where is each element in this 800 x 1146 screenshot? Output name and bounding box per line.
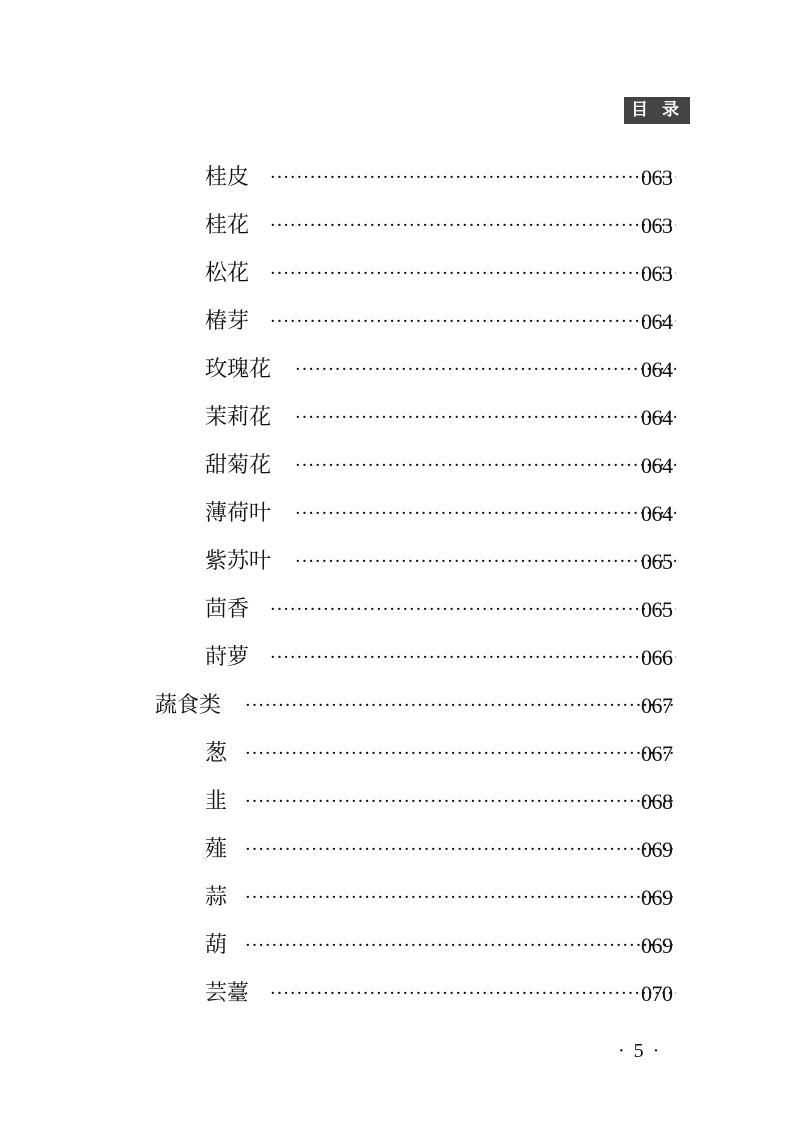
toc-entry-page: 068 [641,789,673,814]
toc-entry-title: 桂皮 [205,165,250,190]
toc-entry-page: 069 [641,885,673,910]
toc-entry-title: 松花 [205,261,250,286]
toc-entry[interactable] [0,306,800,338]
toc-entry[interactable] [0,258,800,290]
toc-entry[interactable] [0,402,800,434]
toc-entry-page: 065 [641,549,673,574]
toc-entry-page: 069 [641,933,673,958]
toc-entry[interactable] [0,882,800,914]
toc-entry[interactable] [0,162,800,194]
dot-leader [270,642,676,674]
dot-leader [245,786,676,818]
toc-entry[interactable] [0,978,800,1010]
toc-entry-title: 甜菊花 [205,453,272,478]
toc-entry-page: 065 [641,597,673,622]
toc-entry-title: 蒜 [205,885,228,910]
toc-entry-page: 064 [641,501,673,526]
dot-leader [295,354,676,386]
toc-entry[interactable] [0,450,800,482]
toc-entry[interactable] [0,546,800,578]
toc-entry-page: 067 [641,741,673,766]
toc-entry-title: 玫瑰花 [205,357,272,382]
toc-entry-page: 064 [641,357,673,382]
dot-leader [245,834,676,866]
toc-entry-title: 葫 [205,933,228,958]
toc-entry-page: 070 [641,981,673,1006]
dot-leader [295,546,676,578]
toc-entry[interactable] [0,594,800,626]
dot-leader [245,882,676,914]
toc-entry-page: 064 [641,405,673,430]
dot-leader [270,978,676,1010]
toc-entry-title: 桂花 [205,213,250,238]
toc-entry[interactable] [0,354,800,386]
dot-leader [245,690,676,722]
toc-entry[interactable] [0,834,800,866]
toc-entry-page: 067 [641,693,673,718]
toc-entry[interactable] [0,210,800,242]
dot-leader [270,594,676,626]
toc-entry-title: 薄荷叶 [205,501,272,526]
toc-entry-page: 069 [641,837,673,862]
dot-leader [245,930,676,962]
toc-entry-title: 芸薹 [205,981,250,1006]
toc-entry-page: 063 [641,213,673,238]
toc-entry-title: 莳萝 [205,645,250,670]
toc-entry[interactable] [0,642,800,674]
toc-entry-title: 薤 [205,837,228,862]
toc-entry-title: 茴香 [205,597,250,622]
toc-category-entry[interactable] [0,690,800,722]
toc-entry-page: 063 [641,261,673,286]
dot-leader [295,402,676,434]
toc-entry[interactable] [0,930,800,962]
dot-leader [270,258,676,290]
page-number: · 5 · [618,1040,662,1062]
toc-entry[interactable] [0,738,800,770]
toc-entry-page: 066 [641,645,673,670]
dot-leader [295,498,676,530]
toc-entry-title: 椿芽 [205,309,250,334]
dot-leader [245,738,676,770]
toc-entry-title: 蔬食类 [155,693,222,718]
toc-entry-title: 葱 [205,741,228,766]
toc-entry-page: 064 [641,309,673,334]
toc-entry-page: 063 [641,165,673,190]
dot-leader [270,306,676,338]
toc-entry[interactable] [0,498,800,530]
dot-leader [270,210,676,242]
toc-entry-title: 紫苏叶 [205,549,272,574]
toc-entry[interactable] [0,786,800,818]
toc-entry-title: 茉莉花 [205,405,272,430]
toc-entry-page: 064 [641,453,673,478]
dot-leader [295,450,676,482]
dot-leader [270,162,676,194]
toc-entry-title: 韭 [205,789,228,814]
section-header-label: 目 录 [624,97,690,124]
